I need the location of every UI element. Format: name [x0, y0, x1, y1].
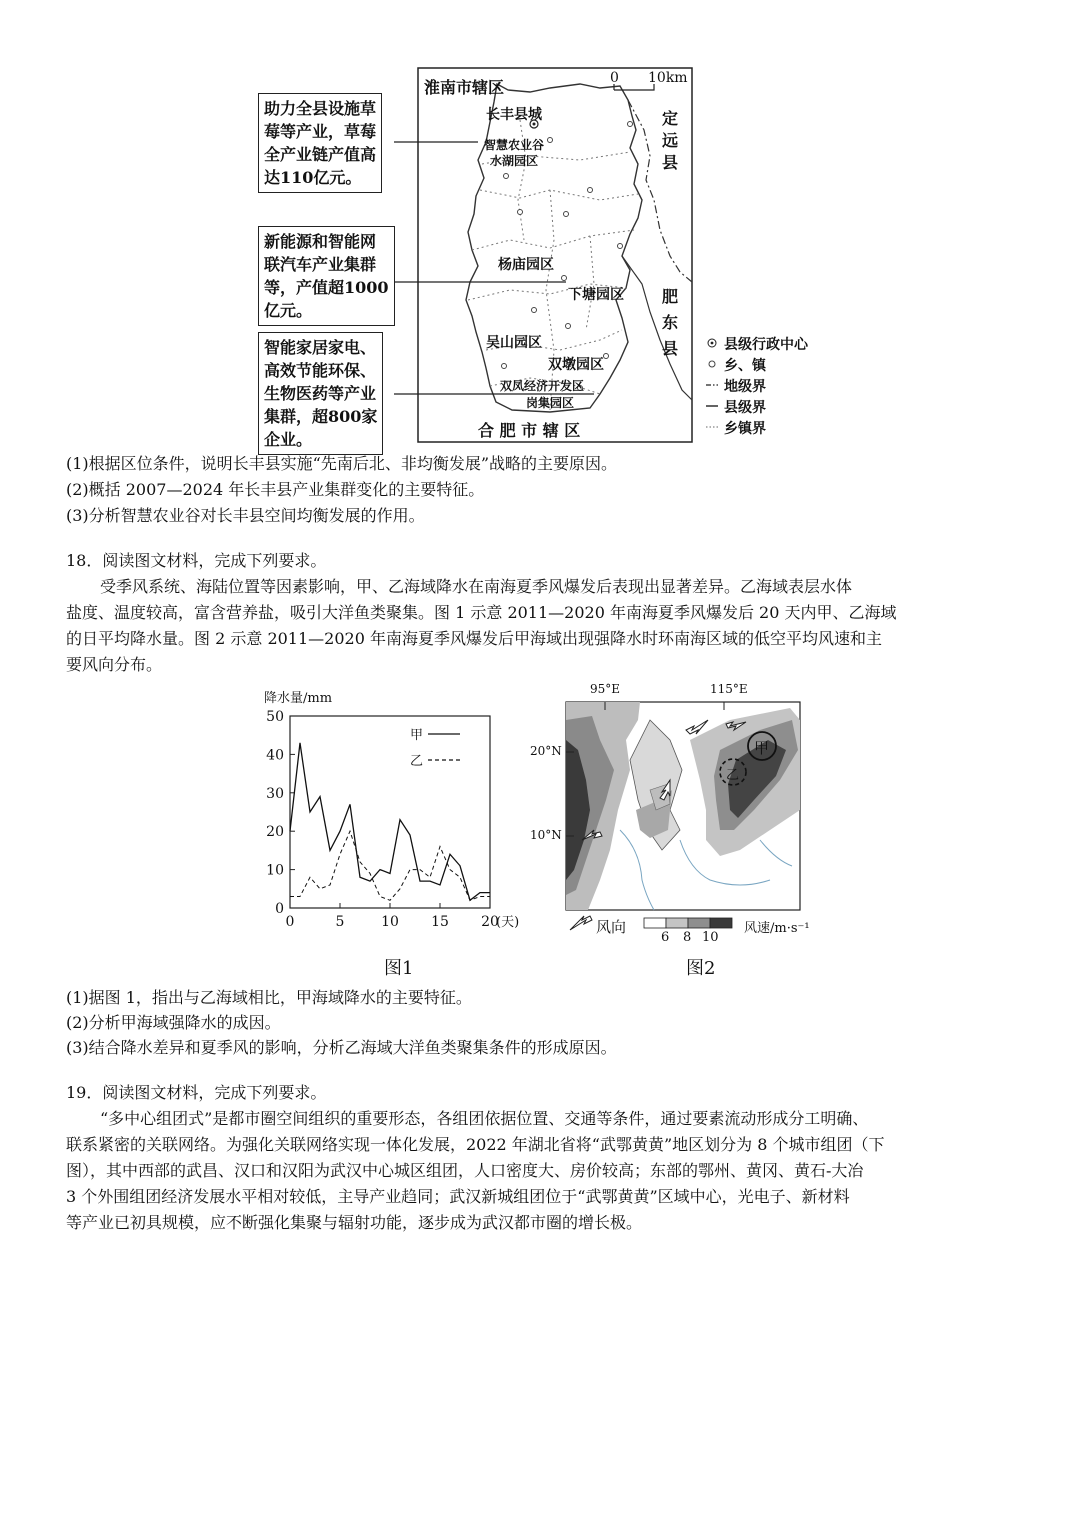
yangmiao-label: 杨庙园区 — [498, 257, 554, 273]
speed-label: 风速/m·s⁻¹ — [744, 921, 810, 936]
speed-tick-10: 10 — [702, 930, 719, 945]
legend-county-center: 县级行政中心 — [724, 337, 808, 353]
legend-township-boundary: 乡镇界 — [724, 421, 766, 437]
y-tick-label: 20 — [266, 824, 284, 841]
q18-para-line4: 要风向分布。 — [66, 655, 163, 674]
jia-label: 甲 — [754, 739, 770, 757]
hefei-label: 合 肥 市 辖 区 — [478, 421, 581, 440]
q19-para-line2: 联系紧密的关联网络。为强化关联网络实现一体化发展，2022 年湖北省将“武鄂黄黄”地区划分为 8 个城市组团（下 — [66, 1135, 885, 1154]
q18-heading: 18．阅读图文材料，完成下列要求。 — [66, 551, 327, 570]
q18-sub2: (2)分析甲海域强降水的成因。 — [66, 1013, 281, 1032]
q17-sub2: (2)概括 2007—2024 年长丰县产业集群变化的主要特征。 — [66, 480, 485, 499]
series-line-jia — [290, 743, 490, 900]
lat-label-10: 10°N — [530, 828, 562, 842]
fig1-caption: 图1 — [384, 958, 414, 979]
q19-para-line3: 图），其中西部的武昌、汉口和汉阳为武汉中心城区组团，人口密度大、房价较高；东部的鄂州、黄冈、黄石-大冶 — [66, 1161, 864, 1180]
q17-sub1: (1)根据区位条件，说明长丰县实施“先南后北、非均衡发展”战略的主要原因。 — [66, 454, 618, 473]
x-tick-label: 10 — [381, 914, 399, 930]
legend-label-jia: 甲 — [410, 728, 424, 743]
y-tick-label: 40 — [266, 747, 284, 764]
legend-town: 乡、镇 — [724, 358, 766, 374]
speed-legend-bar — [644, 918, 732, 928]
wind-dir-label: 风向 — [596, 918, 627, 936]
map-figure — [250, 60, 850, 450]
scale-km: 10km — [648, 70, 688, 86]
q18-para-line1: 受季风系统、海陆位置等因素影响，甲、乙海域降水在南海夏季风爆发后表现出显著差异。乙海域表层水体 — [100, 577, 853, 596]
q19-para-line1: “多中心组团式”是都市圈空间组织的重要形态，各组团依据位置、交通等条件，通过要素流动形成分工明确、 — [100, 1109, 869, 1128]
q18-sub1: (1)据图 1，指出与乙海域相比，甲海域降水的主要特征。 — [66, 988, 472, 1007]
y-axis-label: 降水量/mm — [264, 691, 333, 706]
county-city-label: 长丰县城 — [486, 107, 542, 123]
q18-para-line2: 盐度、温度较高，富含营养盐，吸引大洋鱼类聚集。图 1 示意 2011—2020 年南海夏季风爆发后 20 天内甲、乙海域 — [66, 603, 897, 622]
y-tick-label: 30 — [266, 785, 284, 802]
speed-tick-6: 6 — [661, 930, 670, 945]
x-tick-label: 15 — [431, 914, 449, 930]
legend-prefecture-boundary: 地级界 — [724, 379, 766, 395]
shuihu-label: 水湖园区 — [490, 154, 539, 168]
legend-wind-arrow — [570, 916, 592, 930]
map-label-huainan: 淮南市辖区 — [424, 78, 505, 97]
shuangfeng-label: 双凤经济开发区 — [500, 379, 585, 393]
callout-new-energy: 新能源和智能网 联汽车产业集群 等，产值超1000 亿元。 — [258, 226, 395, 326]
precip-chart — [250, 680, 530, 940]
q18-para-line3: 的日平均降水量。图 2 示意 2011—2020 年南海夏季风爆发后甲海域出现强降水时环南海区域的低空平均风速和主 — [66, 629, 882, 648]
dingyuan-label: 定远县 — [662, 109, 679, 172]
x-axis-label: (天) — [496, 915, 520, 930]
q18-sub3: (3)结合降水差异和夏季风的影响，分析乙海域大洋鱼类聚集条件的形成原因。 — [66, 1038, 617, 1057]
callout-strawberry: 助力全县设施草 莓等产业，草莓 全产业链产值高 达110亿元。 — [258, 93, 382, 193]
plot-frame — [290, 716, 490, 908]
wushan-label: 吴山园区 — [486, 335, 542, 351]
y-tick-label: 10 — [266, 862, 284, 879]
gangji-label: 岗集园区 — [526, 396, 575, 410]
figure1 — [250, 680, 530, 980]
yi-label: 乙 — [726, 768, 740, 783]
q19-heading: 19．阅读图文材料，完成下列要求。 — [66, 1083, 327, 1102]
feidong-label: 肥东县 — [662, 287, 679, 358]
shuangdun-label: 双墩园区 — [548, 357, 604, 373]
callout-smart-home: 智能家居家电、 高效节能环保、 生物医药等产业 集群，超800家 企业。 — [258, 332, 383, 455]
y-tick-label: 50 — [266, 709, 284, 725]
speed-tick-8: 8 — [683, 930, 692, 945]
legend-label-yi: 乙 — [410, 754, 424, 769]
scale-zero: 0 — [610, 70, 619, 86]
lat-label-20: 20°N — [530, 744, 562, 758]
x-tick-label: 5 — [335, 914, 345, 930]
lon-label-95: 95°E — [590, 682, 621, 696]
q17-sub3: (3)分析智慧农业谷对长丰县空间均衡发展的作用。 — [66, 506, 425, 525]
agri-valley-label: 智慧农业谷 — [484, 138, 545, 152]
lon-label-115: 115°E — [710, 682, 748, 696]
x-tick-label: 20 — [481, 914, 499, 930]
wind-map-svg — [530, 680, 830, 940]
xiatang-label: 下塘园区 — [568, 287, 624, 303]
y-tick-label: 0 — [275, 901, 284, 917]
x-tick-label: 0 — [285, 914, 295, 930]
fig2-caption: 图2 — [686, 958, 716, 979]
legend-county-boundary: 县级界 — [724, 400, 766, 416]
q19-para-line4: 3 个外围组团经济发展水平相对较低，主导产业趋同；武汉新城组团位于“武鄂黄黄”区域中心，光电子、新材料 — [66, 1187, 850, 1206]
figure2 — [530, 680, 830, 980]
q19-para-line5: 等产业已初具规模，应不断强化集聚与辐射功能，逐步成为武汉都市圈的增长极。 — [66, 1213, 643, 1232]
